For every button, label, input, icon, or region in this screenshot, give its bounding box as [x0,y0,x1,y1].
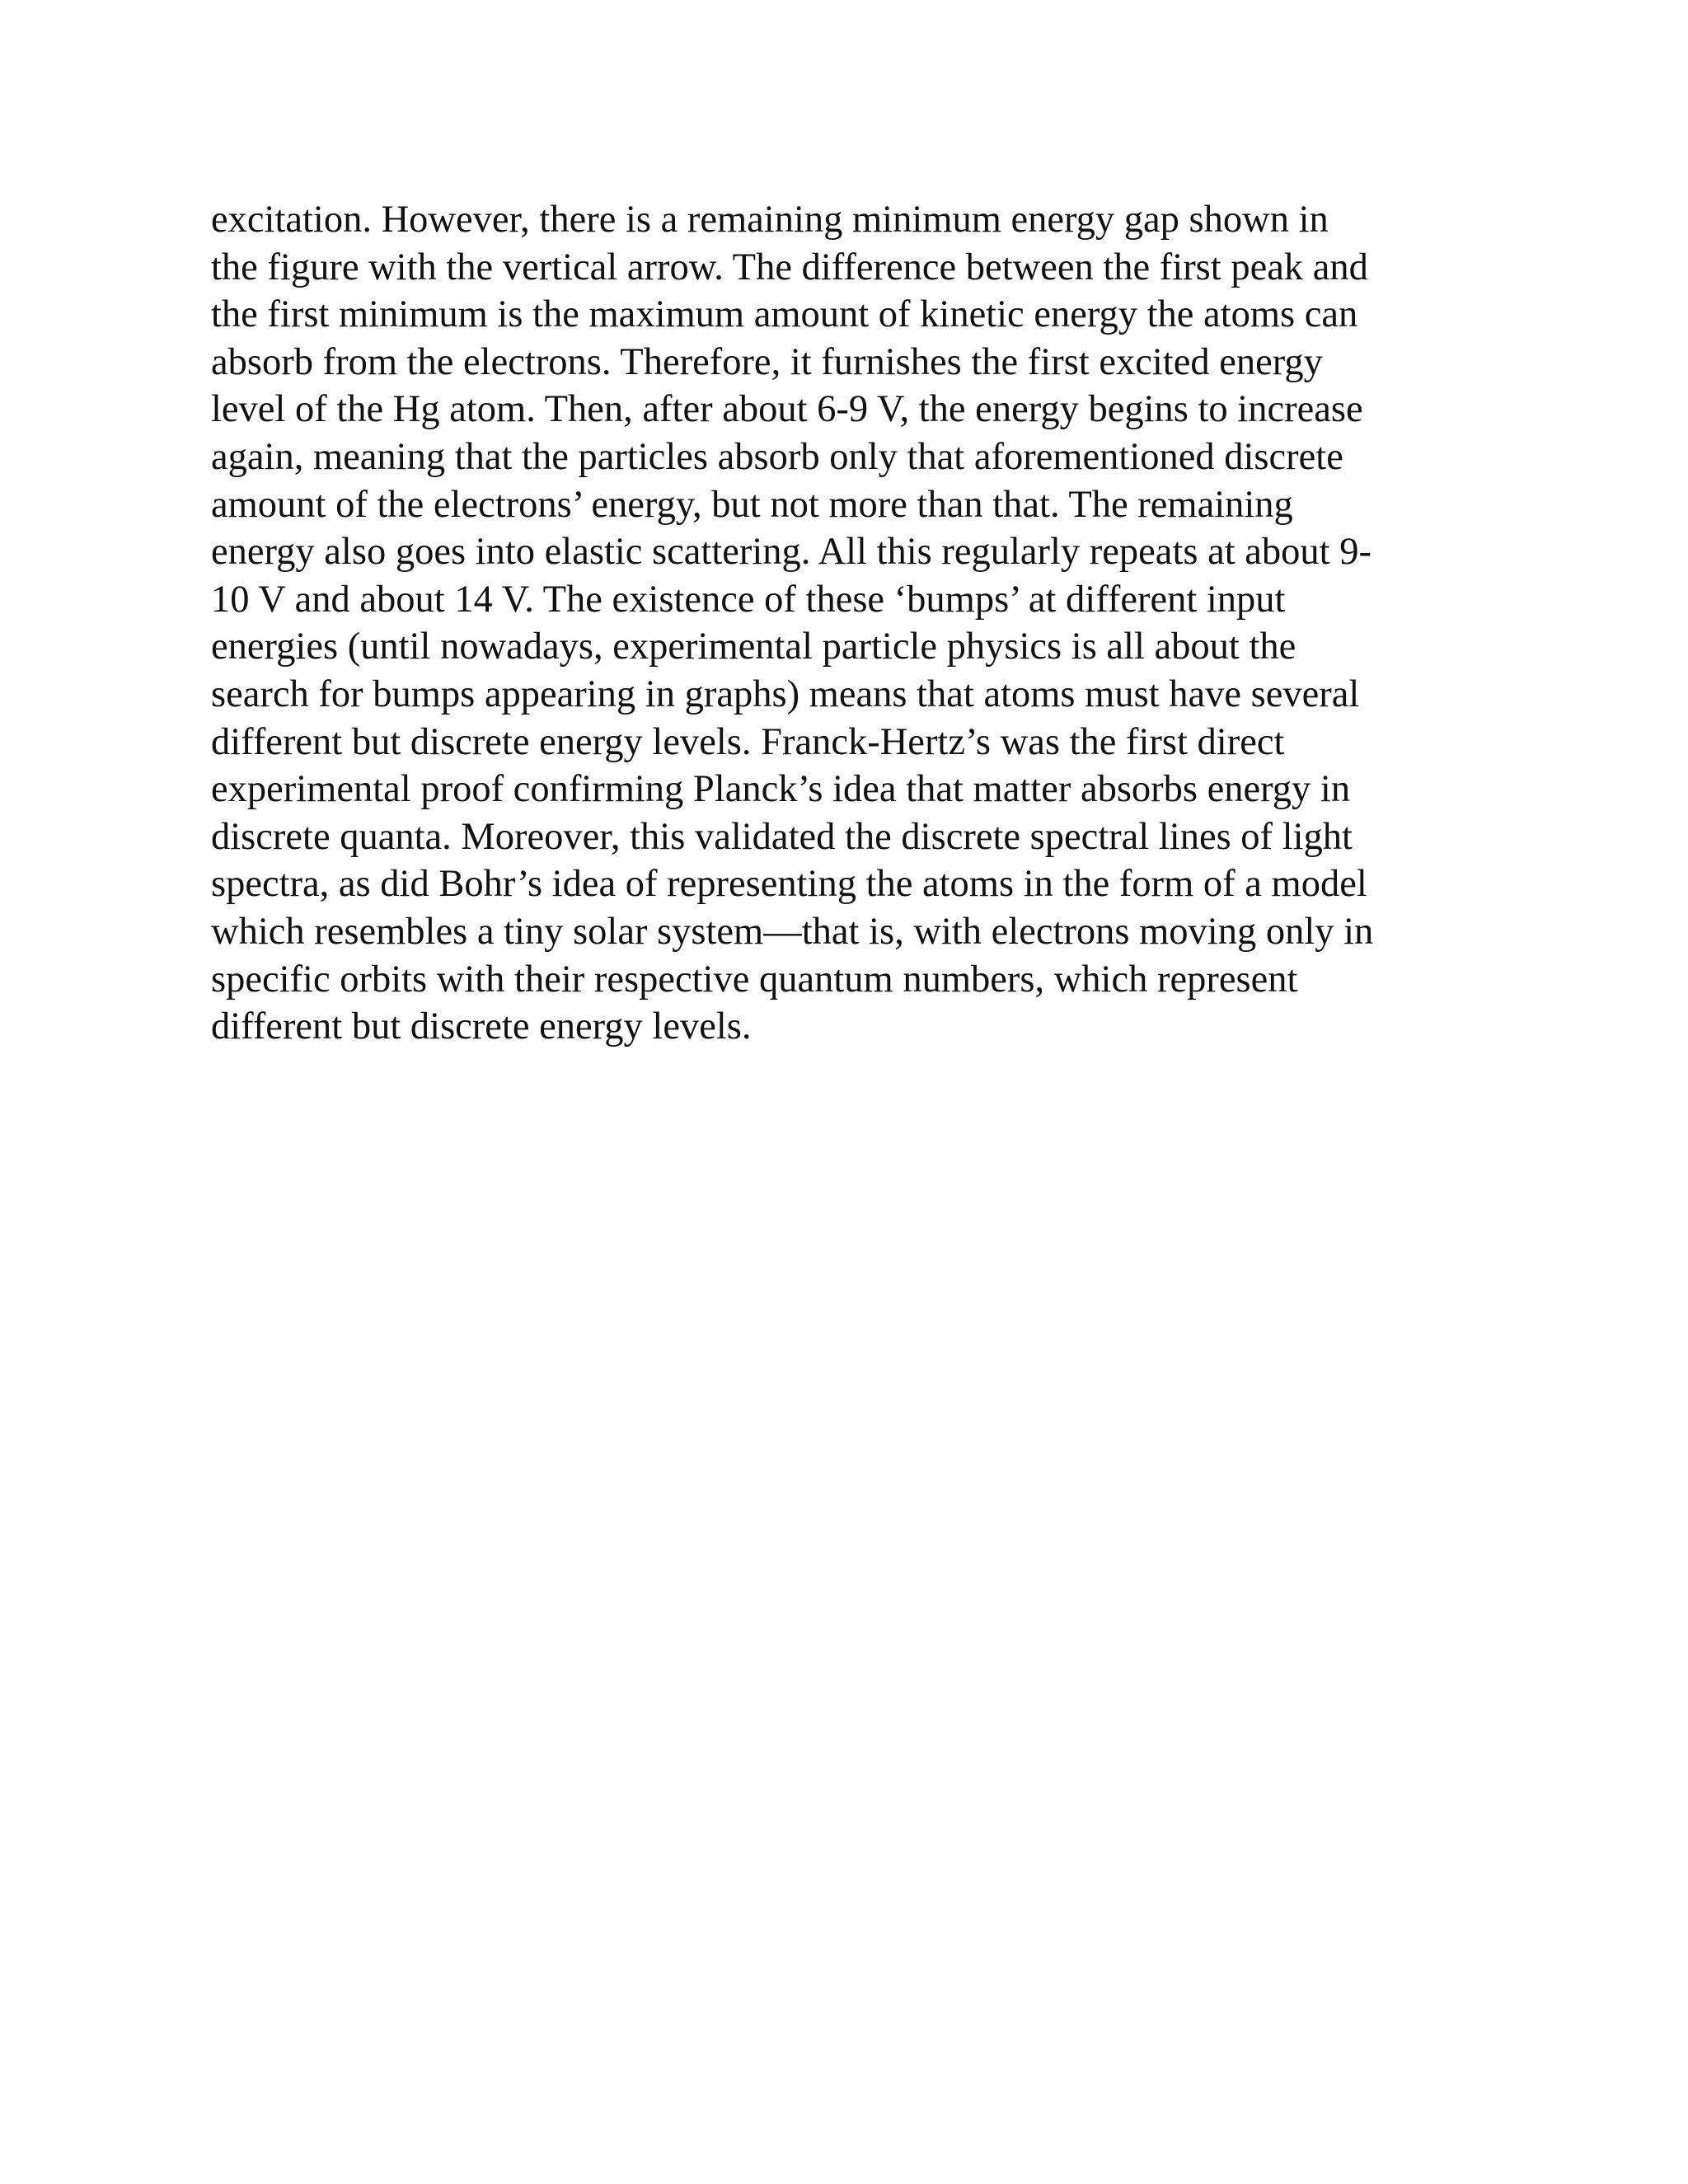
text-line: the first minimum is the maximum amount of kinetic energy the atoms can [211,293,1358,336]
text-line: level of the Hg atom. Then, after about 6-9 V, the energy begins to increase [211,388,1363,431]
text-line: discrete quanta. Moreover, this validated the discrete spectral lines of light [211,815,1353,858]
text-line: amount of the electrons’ energy, but not more than that. The remaining [211,483,1293,526]
text-line: different but discrete energy levels. [211,1005,752,1048]
text-line: which resembles a tiny solar system—that is, with electrons moving only in [211,910,1374,953]
text-line: energy also goes into elastic scattering. All this regularly repeats at about 9- [211,531,1372,574]
text-line: the figure with the vertical arrow. The difference between the first peak and [211,246,1368,288]
text-line: search for bumps appearing in graphs) means that atoms must have several [211,673,1360,715]
body-paragraph [211,196,1497,1051]
text-line: specific orbits with their respective quantum numbers, which represent [211,958,1298,1001]
text-line: spectra, as did Bohr’s idea of representing the atoms in the form of a model [211,863,1367,906]
text-line: 10 V and about 14 V. The existence of these ‘bumps’ at different input [211,578,1286,621]
text-line: experimental proof confirming Planck’s idea that matter absorbs energy in [211,768,1351,811]
text-line: absorb from the electrons. Therefore, it furnishes the first excited energy [211,340,1323,383]
text-line: different but discrete energy levels. Franck-Hertz’s was the first direct [211,720,1285,763]
text-line: again, meaning that the particles absorb only that aforementioned discrete [211,435,1343,478]
text-line: excitation. However, there is a remaining minimum energy gap shown in [211,199,1329,241]
text-line: energies (until nowadays, experimental particle physics is all about the [211,626,1296,668]
